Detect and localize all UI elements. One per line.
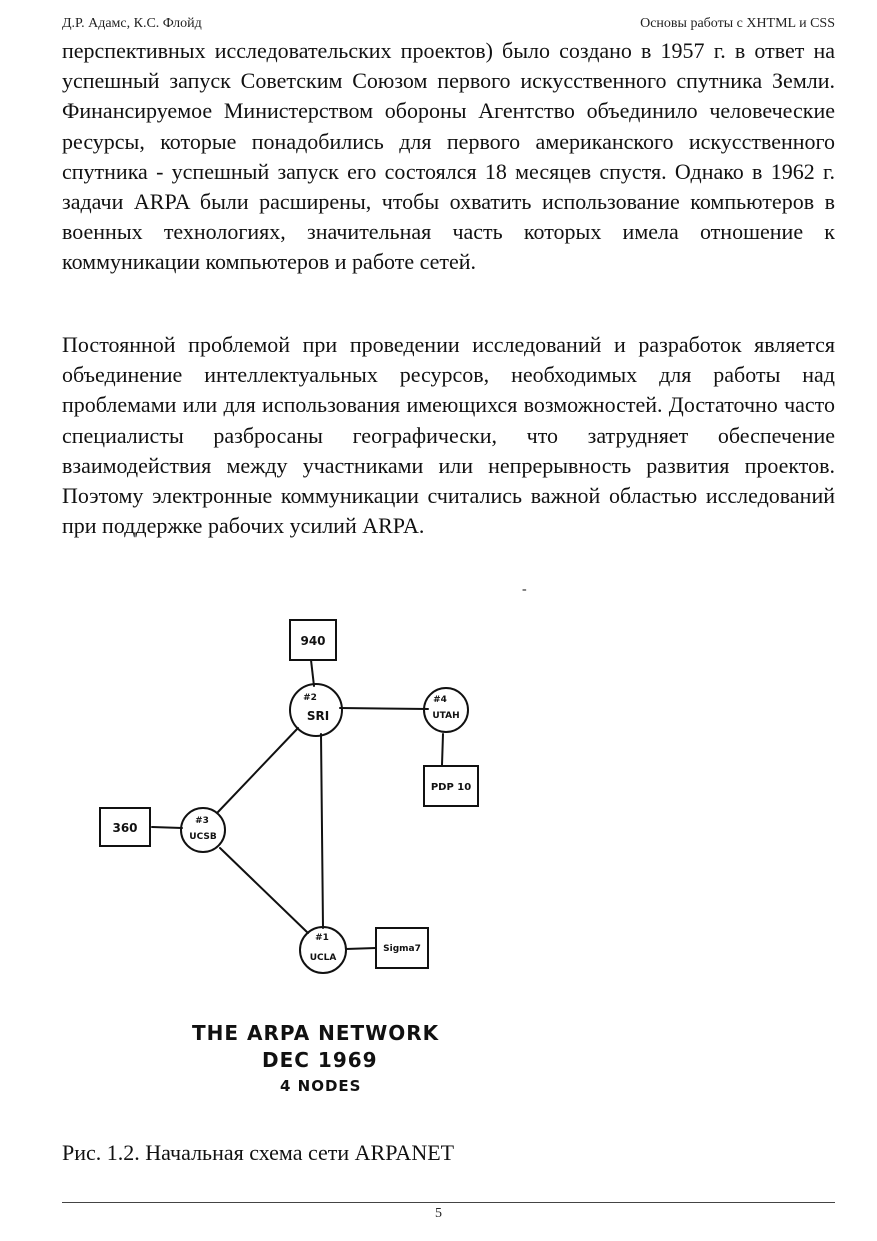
- body-paragraph-1: перспективных исследовательских проектов) было создано в 1957 г. в ответ на успешный запуск Советским Союзом первого искусственного спутника Земли. Финансируемое Министерством обороны Агентство объединило человеческие ресурсы, которые понадобились для первого американского искусственного спутника - успешный запуск его состоялся 18 месяцев спустя. Однако в 1962 г. задачи ARPA были расширены, чтобы охватить использование компьютеров в военных технологиях, значительная часть которых имела отношение к коммуникации компьютеров и работе сетей.: [62, 38, 835, 275]
- node-ucsb-number: #3: [195, 816, 209, 826]
- body-paragraph-2: Постоянной проблемой при проведении исследований и разработок является объединение интеллектуальных ресурсов, необходимых для работы над проблемами или для использования имеющихся возможностей. Достаточно часто специалисты разбросаны географически, что затрудняет обеспечение взаимодействия между участниками или непрерывность развития проектов. Поэтому электронные коммуникации считались важной областью исследований при поддержке рабочих усилий ARPA.: [62, 332, 835, 539]
- link-sri-ucsb: [218, 728, 298, 812]
- page-header: [62, 16, 835, 36]
- link-940-sri: [311, 660, 314, 686]
- arpanet-diagram-svg: [80, 598, 480, 1118]
- link-sri-ucla: [321, 734, 323, 928]
- figure-title-line-3: 4 NODES: [280, 1077, 362, 1095]
- node-ucla-number: #1: [315, 933, 329, 943]
- link-360-ucsb: [152, 827, 182, 828]
- node-ucsb-name: UCSB: [189, 832, 217, 842]
- host-sigma7-label: Sigma7: [383, 944, 421, 954]
- link-utah-pdp10: [442, 734, 443, 765]
- footer-rule: [62, 1202, 835, 1203]
- header-authors: Д.Р. Адамс, К.С. Флойд: [62, 16, 202, 31]
- node-utah-name: UTAH: [432, 711, 460, 721]
- stray-mark: -: [522, 582, 527, 597]
- host-pdp10-label: PDP 10: [430, 782, 472, 793]
- node-utah-number: #4: [433, 695, 447, 705]
- node-sri-number: #2: [303, 693, 317, 703]
- link-sri-utah: [340, 708, 428, 709]
- link-ucla-sigma7: [346, 948, 376, 949]
- page-number: 5: [435, 1206, 442, 1221]
- node-ucla-name: UCLA: [309, 953, 337, 963]
- host-360-label: 360: [112, 821, 138, 835]
- arpanet-diagram: [80, 598, 480, 1118]
- link-ucsb-ucla: [220, 848, 308, 933]
- header-book-title: Основы работы с XHTML и CSS: [640, 16, 835, 31]
- node-sri-name: SRI: [306, 709, 330, 723]
- node-ucsb-circle: [181, 808, 225, 852]
- figure-title-line-1: THE ARPA NETWORK: [192, 1021, 440, 1045]
- figure-caption: Рис. 1.2. Начальная схема сети ARPANET: [62, 1140, 455, 1165]
- figure-title-line-2: DEC 1969: [262, 1048, 378, 1072]
- host-940-label: 940: [300, 634, 326, 648]
